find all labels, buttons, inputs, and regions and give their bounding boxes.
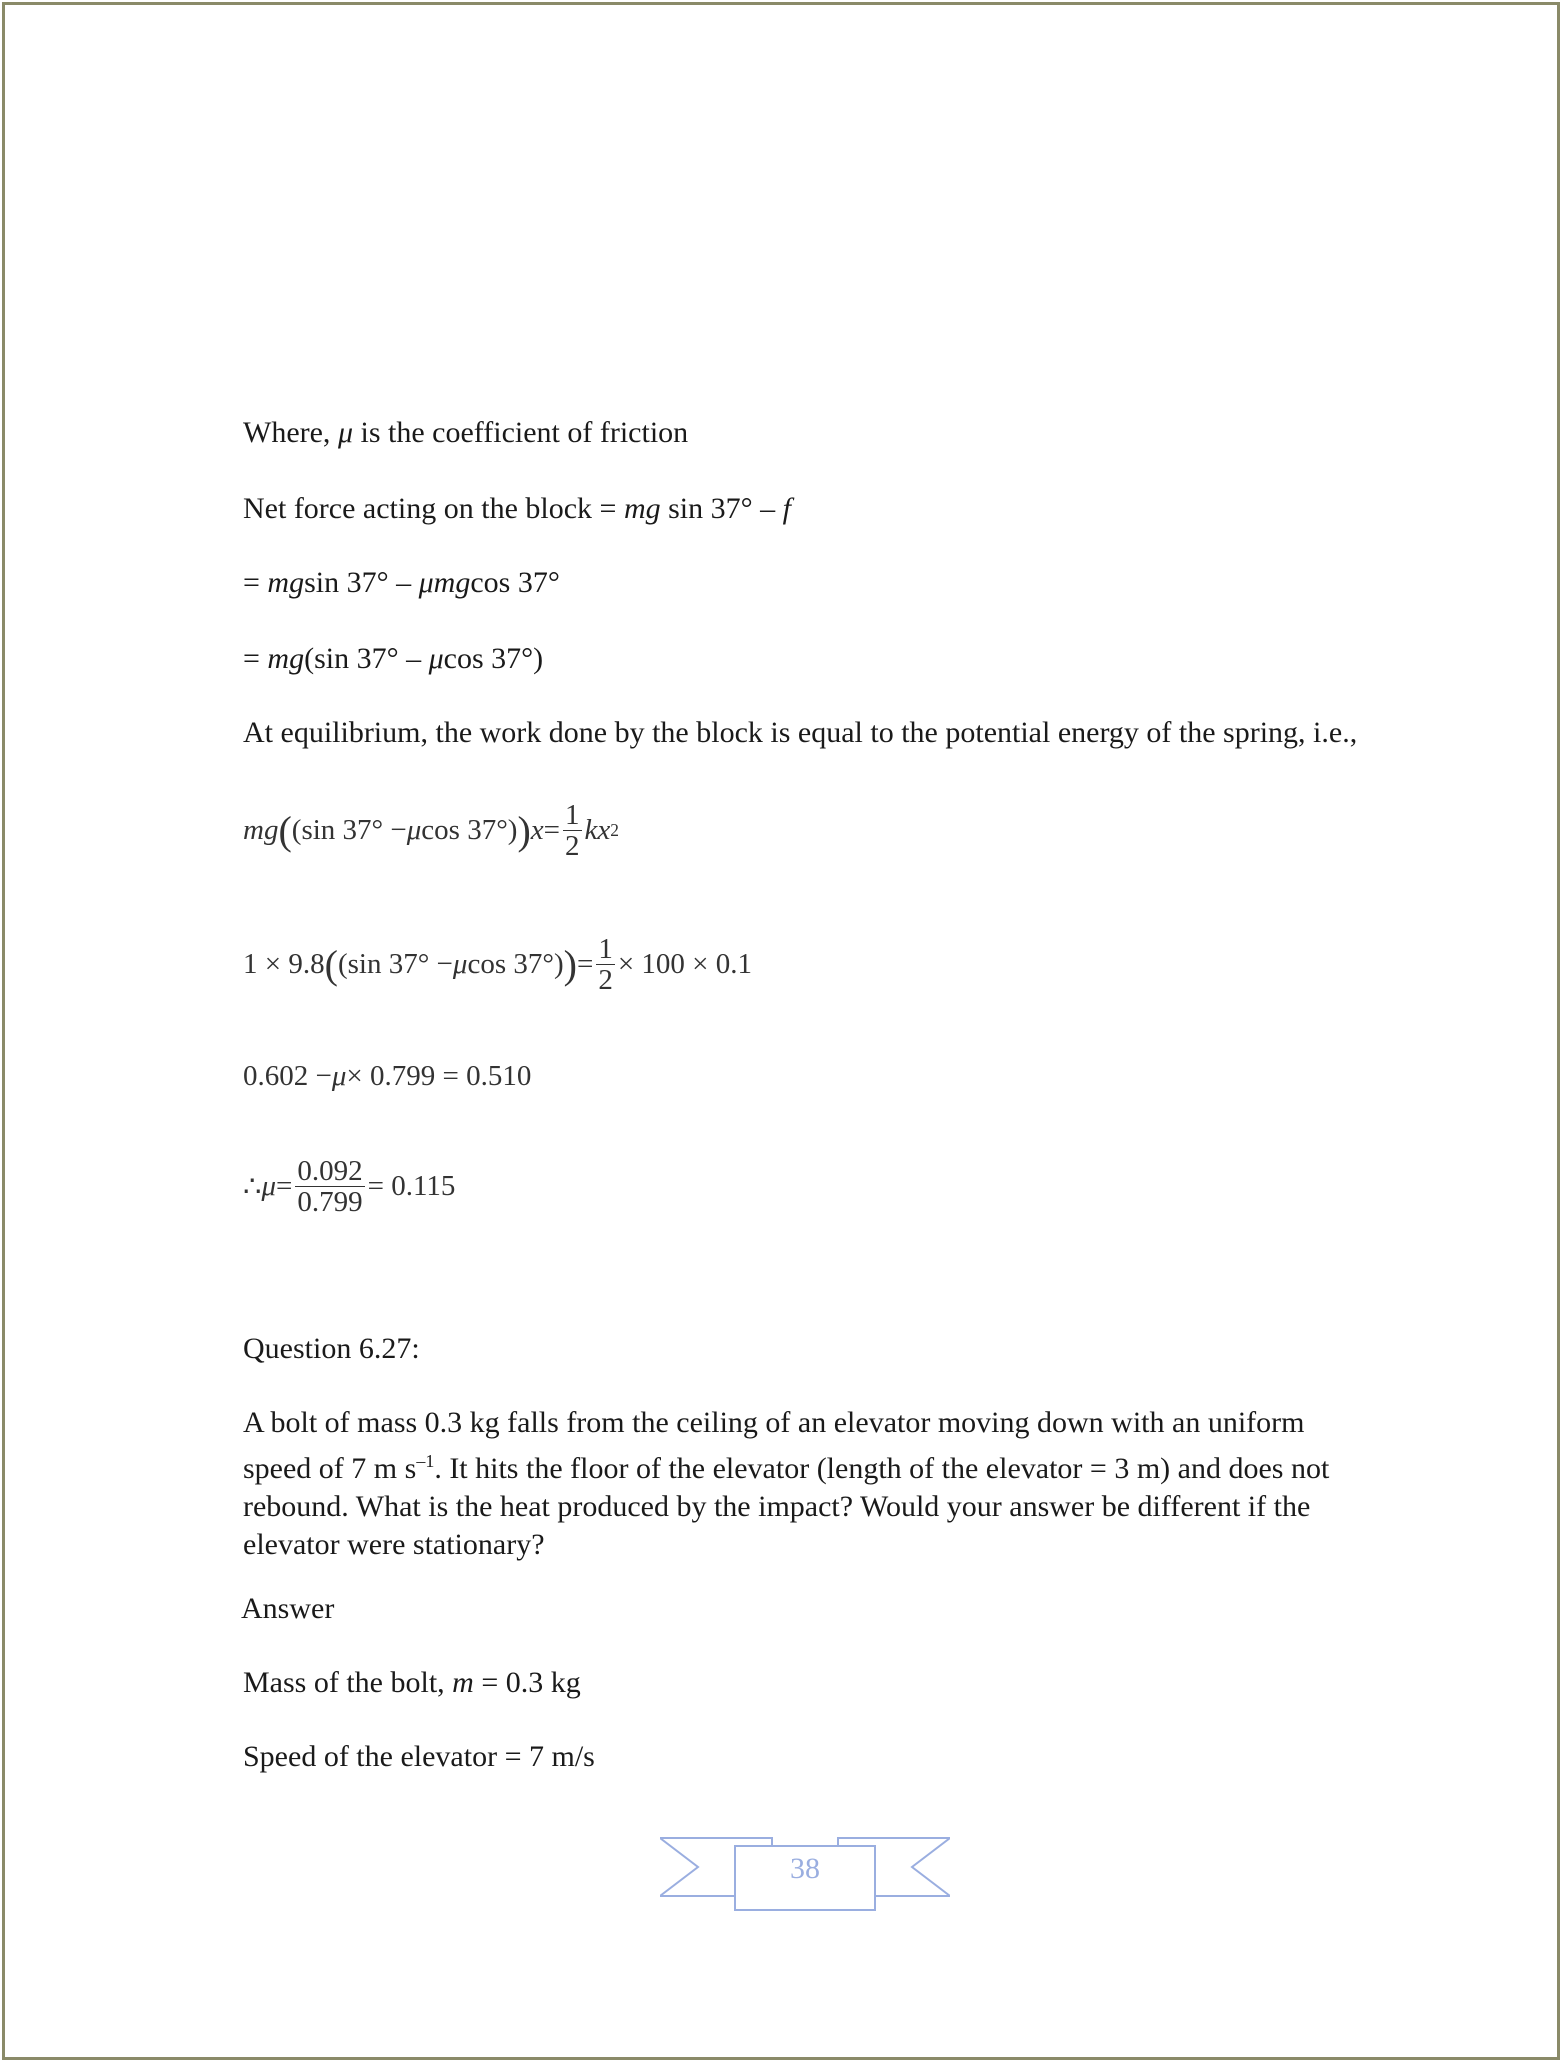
math-equation-1: mg ( (sin 37° − μ cos 37°) ) x = $\frac{1}{2}$ kx 2 (243, 799, 619, 863)
speed-line: Speed of the elevator = 7 m/s (243, 1740, 595, 1773)
answer-label: Answer (241, 1592, 335, 1625)
question-title: Question 6.27: (243, 1332, 420, 1365)
math-equation-2: 1 × 9.8 ( (sin 37° − μ cos 37°) ) = $\frac{1}{2}$ × 100 × 0.1 (243, 933, 753, 997)
equation-line-2: = mg(sin 37° – μcos 37°) (243, 642, 544, 675)
fraction-half: $\frac{1}{2}$ (598, 933, 613, 997)
net-force-line: Net force acting on the block = mg sin 37° – f (243, 492, 791, 525)
math-equation-4: ∴ μ = $\frac{0.092}{0.799}$ = 0.115 (243, 1155, 456, 1219)
equation-line-1: = mgsin 37° – μmgcos 37° (243, 566, 560, 599)
question-text: A bolt of mass 0.3 kg falls from the ceiling of an elevator moving down with an uniform speed of 7 m $s^{-1}$. It hits the floor of the elevator (length of the elevator = 3 m) and does not rebound. What is the heat produced by the impact? Would your answer be different if the elevator were stationary? (243, 1406, 1330, 1561)
fraction-half: $\frac{1}{2}$ (565, 799, 580, 863)
fraction-result: $\frac{0.092}{0.799}$ (297, 1155, 363, 1219)
equilibrium-paragraph: At equilibrium, the work done by the block is equal to the potential energy of the spring, i.e., (243, 716, 1358, 749)
friction-definition: Where, μ is the coefficient of friction (243, 416, 689, 449)
math-equation-3: 0.602 − μ × 0.799 = 0.510 (243, 1060, 532, 1092)
page-number: 38 (790, 1852, 820, 1885)
mass-line: Mass of the bolt, m = 0.3 kg (243, 1666, 581, 1699)
page-number-ribbon (660, 1834, 950, 1914)
